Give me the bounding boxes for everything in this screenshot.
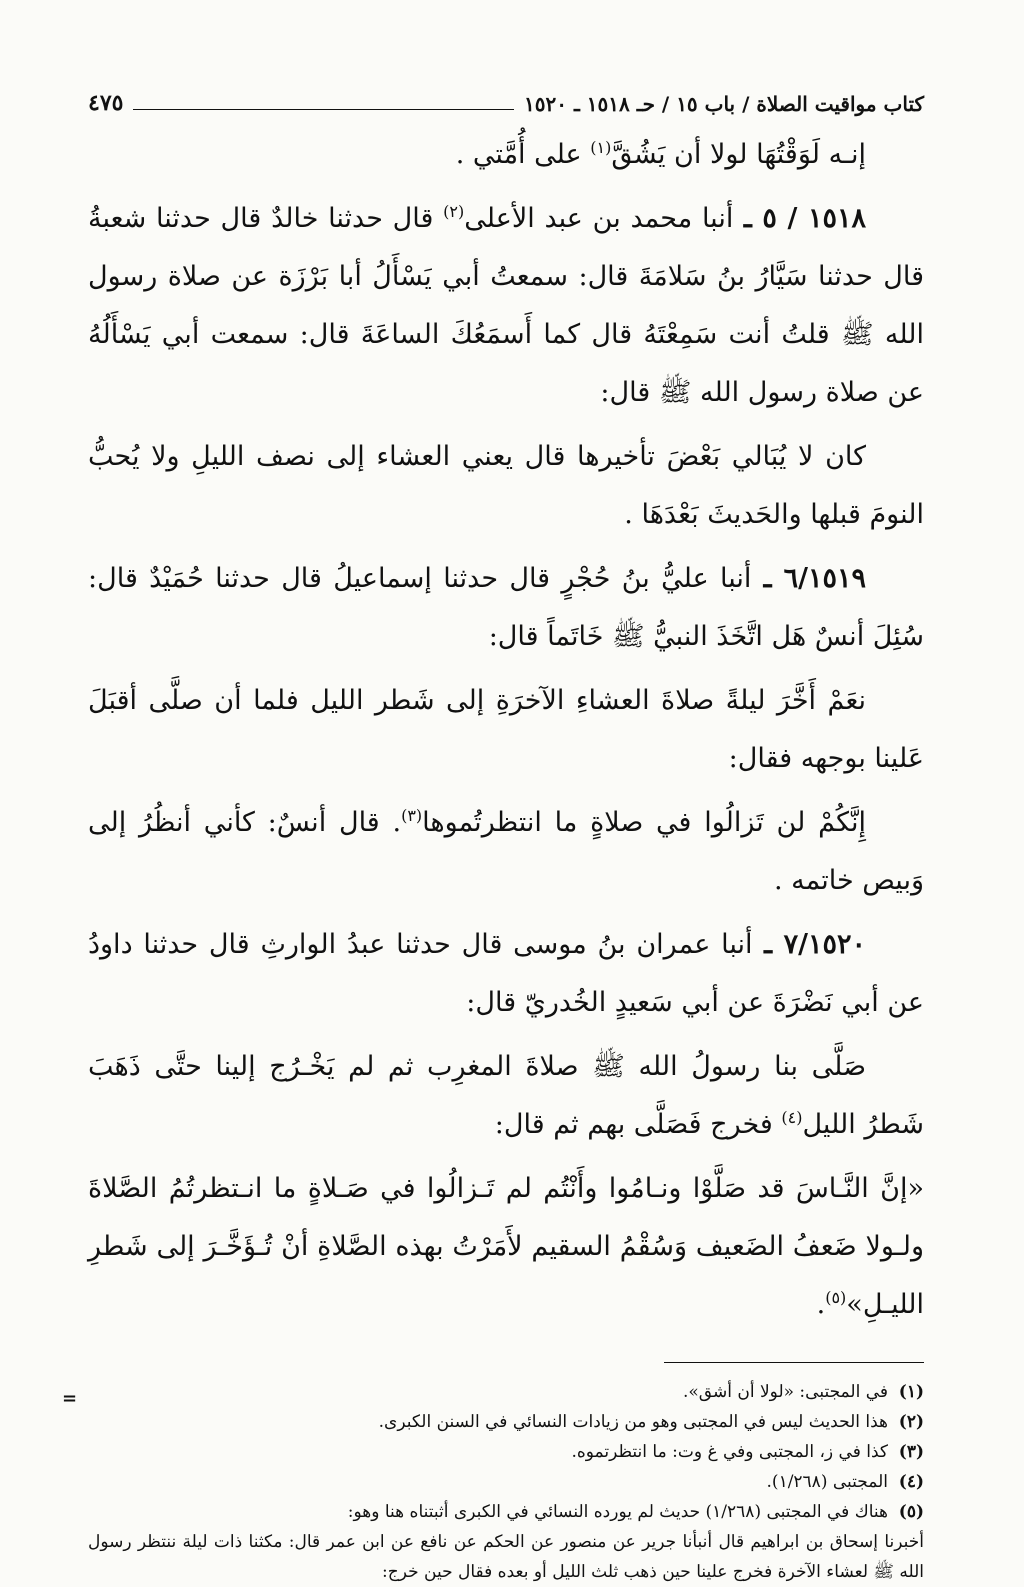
paragraph: إنـه لَوَقْتُهَا لولا أن يَشُقَّ$^{(١)}$ على أُمَّتي . [455, 138, 866, 170]
hadith-paragraph: ٦/١٥١٩ ـ أنبا عليُّ بنُ حُجْرٍ قال حدثنا إسماعيلُ قال حدثنا حُمَيْدٌ قال: سُئِلَ أنسٌ هَل اتَّخَذَ النبيُّ ﷺ خَاتَماً قال: [88, 563, 924, 652]
paragraph: كان لا يُبَالي بَعْضَ تأخيرها قال يعني العشاء إلى نصف الليلِ ولا يُحبُّ النومَ قبلها والحَديثَ بَعْدَهَا . [88, 441, 924, 530]
footnote-ref: (١) [590, 138, 612, 157]
body-text [88, 126, 924, 1334]
page-number: ٤٧٥ [88, 90, 124, 116]
footnote-continuation: أخبرنا إسحاق بن ابراهيم قال أنبأنا جرير عن منصور عن الحكم عن نافع عن ابن عمر قال: مكثنا ذات ليلة ننتظر رسول الله ﷺ لعشاء الآخرة فخرج علينا حين ذهب ثلث الليل أو بعده فقال حين خرج: [88, 1532, 924, 1582]
footnote: (٣) كذا في ز، المجتبى وفي غ وت: ما انتظرتموه. [571, 1442, 924, 1462]
footnote-ref: (٣) [401, 806, 423, 825]
page [88, 82, 924, 1587]
running-header [88, 82, 924, 116]
footnote: (١) في المجتبى: «لولا أن أشق». [683, 1382, 924, 1402]
footnote-ref: (٥) [825, 1288, 847, 1307]
footnote: (٢) هذا الحديث ليس في المجتبى وهو من زيادات النسائي في السنن الكبرى. [378, 1412, 924, 1432]
footnote: (٥) هناك في المجتبى (١/٢٦٨) حديث لم يورده النسائي في الكبرى أثبتناه هنا وهو: [347, 1502, 924, 1522]
hadith-paragraph: ٧/١٥٢٠ ـ أنبا عمران بنُ موسى قال حدثنا عبدُ الوارثِ قال حدثنا داودُ عن أبي نَضْرَةَ عن أبي سَعيدٍ الخُدريّ قال: [88, 929, 924, 1018]
footnote: (٤) المجتبى (١/٢٦٨). [766, 1472, 924, 1492]
hadith-paragraph: ١٥١٨ / ٥ ـ أنبا محمد بن عبد الأعلى$^{(٢)}$ قال حدثنا خالدٌ قال حدثنا شعبةُ قال حدثنا سَيَّارُ بنُ سَلامَةَ قال: سمعتُ أبي يَسْأَلُ أبا بَرْزَة عن صلاة رسول الله ﷺ قلتُ أنت سَمِعْتَهُ قال كما أَسمَعُكَ الساعَةَ قال: سمعت أبي يَسْأَلُهُ عن صلاة رسول الله ﷺ قال: [88, 202, 924, 408]
footnote-separator [664, 1362, 924, 1363]
paragraph: إِنَّكُمْ لن تَزالُوا في صلاةٍ ما انتظرتُموها$^{(٣)}$. قال أنسٌ: كأني أنظُرُ إلى وَبيص خاتمه . [88, 806, 924, 896]
footnote-ref: (٤) [781, 1108, 803, 1127]
margin-mark: = [62, 1388, 78, 1409]
footnote-ref: (٢) [443, 202, 465, 221]
footnotes [88, 1377, 924, 1587]
hadith-number: ٧/١٥٢٠ ـ [752, 929, 866, 960]
paragraph: صَلَّى بنا رسولُ الله ﷺ صلاةَ المغرِب ثم لم يَخْـرُج إلينا حتَّى ذَهَبَ شَطرُ الليل$^{(٤)}$ فخرج فَصَلَّى بهم ثم قال: [88, 1051, 924, 1140]
header-title: كتاب مواقيت الصلاة / باب ١٥ / حـ ١٥١٨ ـ ١٥٢٠ [524, 92, 924, 116]
hadith-number: ٦/١٥١٩ ـ [751, 563, 866, 594]
paragraph: «إنَّ النَّـاسَ قد صَلَّوْا ونـامُوا وأَنْتُم لم تَـزالُوا في صَـلاةٍ ما انـتظرتُمُ الصَّلاةَ ولـولا ضَعفُ الضَعيف وَسُقْمُ السقيم لأَمَرْتُ بهذه الصَّلاةِ أنْ تُـؤَخَّـرَ إلى شَطرِ الليـلِ»$^{(٥)}$. [88, 1173, 924, 1320]
header-rule [133, 109, 514, 110]
hadith-number: ١٥١٨ / ٥ ـ [733, 203, 866, 234]
paragraph: نعَمْ أَخَّرَ ليلةً صلاةَ العشاءِ الآخرَةِ إلى شَطر الليل فلما أن صلَّى أقبَلَ عَلينا بوجهه فقال: [88, 685, 924, 774]
